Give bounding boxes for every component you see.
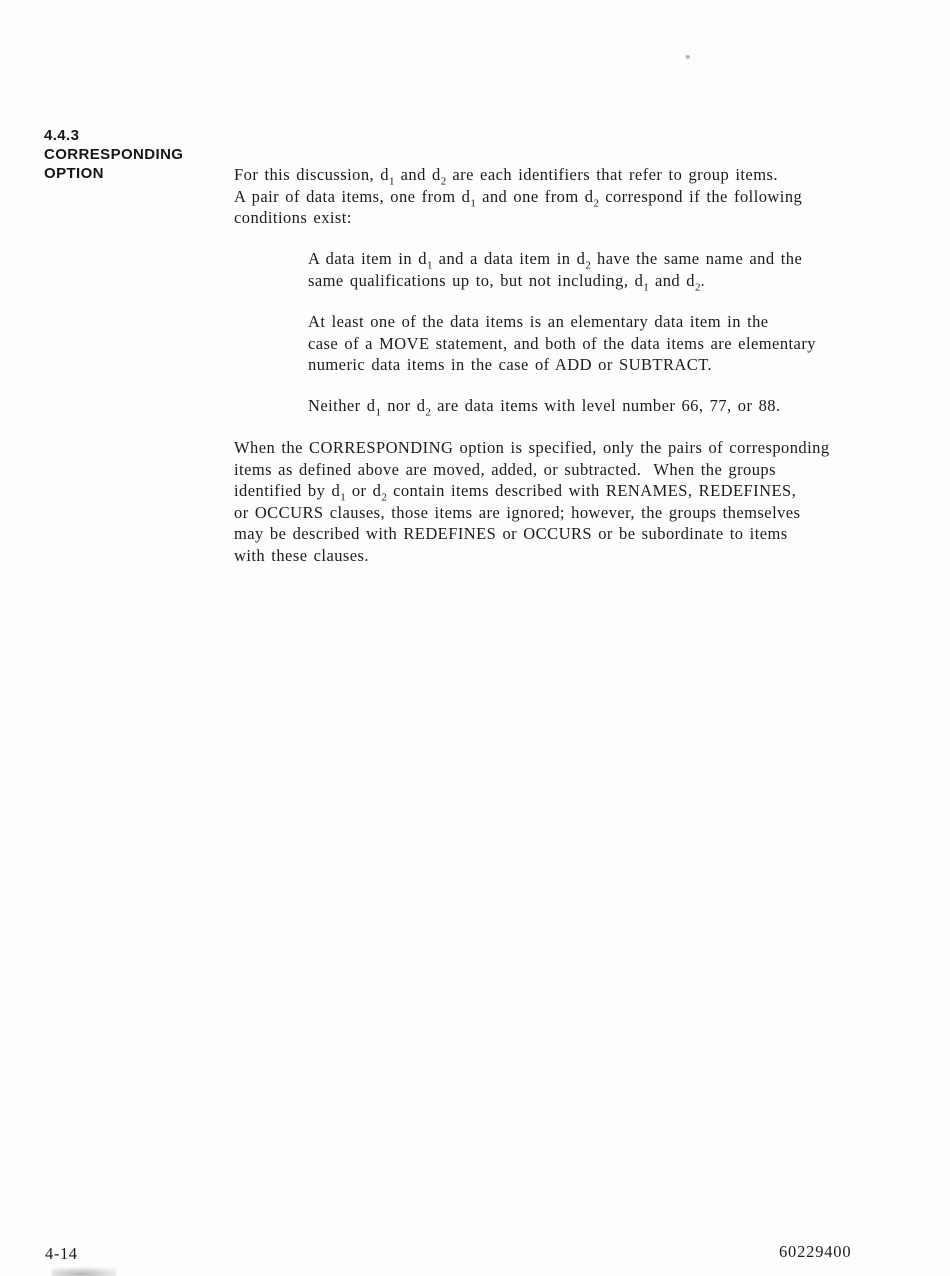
subscript: 1: [427, 259, 433, 272]
subscript: 2: [381, 491, 387, 504]
paragraph-intro: [234, 164, 802, 229]
text-line: case of a MOVE statement, and both of the data items are elementary: [308, 333, 816, 353]
scan-smudge: [52, 1268, 116, 1276]
text-line: A pair of data items, one from $d_1$ and one from $d_2$ correspond if the following: [234, 186, 803, 210]
paragraph-condition-3: [308, 395, 781, 417]
text-line: For this discussion, $d_1$ and $d_2$ are each identifiers that refer to group items.: [234, 165, 778, 188]
text-line: items as defined above are moved, added, or subtracted. When the groups: [234, 459, 777, 479]
subscript: 1: [388, 175, 395, 188]
text-line: same qualifications up to, but not including, $d_1$ and $d_2$.: [308, 270, 706, 294]
subscript: 2: [695, 281, 701, 294]
text-line: A data item in $d_1$ and a data item in $d_2$ have the same name and the: [308, 249, 803, 272]
document-number: 60229400: [779, 1242, 852, 1261]
section-title-line1: CORRESPONDING: [44, 146, 184, 163]
text-line: At least one of the data items is an elementary data item in the: [308, 312, 769, 331]
paragraph-condition-1: [308, 248, 803, 294]
scan-speck: [685, 55, 690, 59]
page-number: 4-14: [45, 1244, 78, 1263]
paragraph-condition-2: [308, 311, 816, 376]
paragraph-closing: [234, 437, 830, 566]
subscript: 2: [593, 197, 600, 210]
text-line: or OCCURS clauses, those items are ignored; however, the groups themselves: [234, 502, 801, 522]
section-number: 4.4.3: [44, 127, 80, 144]
subscript: 1: [643, 281, 649, 294]
text-line: Neither $d_1$ nor $d_2$ are data items with level number 66, 77, or 88.: [308, 396, 781, 419]
text-line: numeric data items in the case of ADD or SUBTRACT.: [308, 355, 713, 374]
text-line: identified by $d_1$ or $d_2$ contain items described with RENAMES, REDEFINES,: [234, 481, 797, 504]
subscript: 2: [440, 175, 447, 188]
section-title-line2: OPTION: [44, 165, 104, 182]
text-line: with these clauses.: [234, 545, 370, 565]
subscript: 2: [425, 406, 431, 419]
text-line: conditions exist:: [234, 208, 352, 227]
text-line: When the CORRESPONDING option is specified, only the pairs of corresponding: [234, 438, 830, 457]
subscript: 1: [470, 197, 476, 210]
subscript: 2: [585, 259, 591, 272]
section-heading: [44, 126, 183, 183]
text-line: may be described with REDEFINES or OCCURS or be subordinate to items: [234, 524, 788, 543]
subscript: 1: [340, 491, 346, 504]
subscript: 1: [375, 406, 382, 419]
